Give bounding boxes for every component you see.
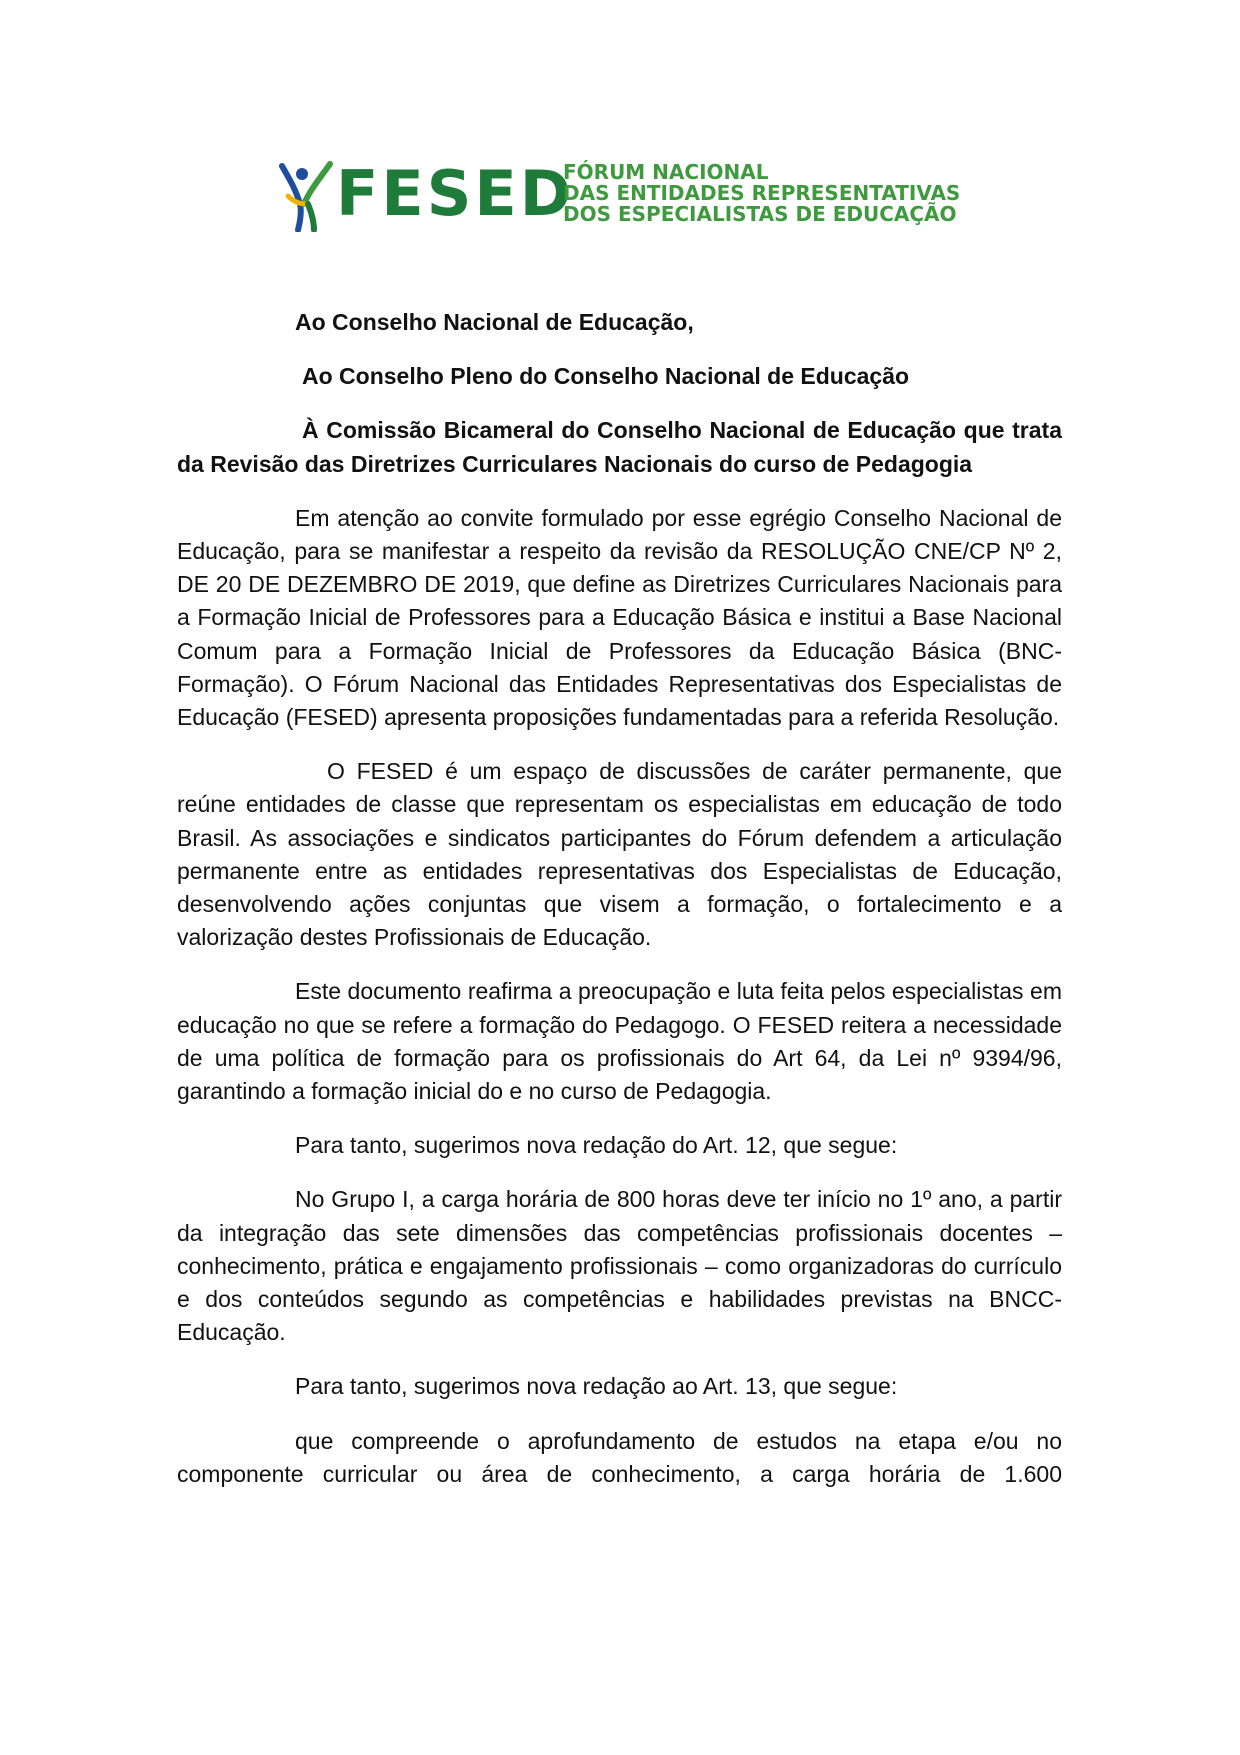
logo-subtitle bbox=[563, 162, 960, 225]
fesed-figure-icon bbox=[278, 160, 336, 232]
logo-wordmark: FESED bbox=[336, 157, 575, 230]
letter-body bbox=[177, 306, 1062, 1512]
paragraph-art12-intro: Para tanto, sugerimos nova redação do Art. 12, que segue: bbox=[295, 1132, 898, 1159]
paragraph-art13-text: que compreende o aprofundamento de estudos na etapa e/ou no componente curricular ou área de conhecimento, a carga horária de 1.600 bbox=[177, 1427, 1062, 1487]
letterhead bbox=[278, 157, 978, 236]
addressee-line-2: Ao Conselho Pleno do Conselho Nacional de Educação bbox=[302, 363, 910, 390]
paragraph-intro: Em atenção ao convite formulado por esse egrégio Conselho Nacional de Educação, para se manifestar a respeito da revisão da RESOLUÇÃO CNE/CP Nº 2, DE 20 DE DEZEMBRO DE 2019, que define as Diretrizes Curriculares Nacionais para a Formação Inicial de Professores para a Educação Básica e institui a Base Nacional Comum para a Formação Inicial de Professores da Educação Básica (BNC-Formação). O Fórum Nacional das Entidades Representativas dos Especialistas de Educação (FESED) apresenta proposições fundamentadas para a referida Resolução. bbox=[177, 504, 1062, 731]
addressee-line-1: Ao Conselho Nacional de Educação, bbox=[295, 309, 694, 335]
paragraph-reaffirm: Este documento reafirma a preocupação e luta feita pelos especialistas em educação no que se refere a formação do Pedagogo. O FESED reitera a necessidade de uma política de formação para os profissionais do Art 64, da Lei nº 9394/96, garantindo a formação inicial do e no curso de Pedagogia. bbox=[177, 978, 1062, 1105]
addressee-line-3: À Comissão Bicameral do Conselho Nacional de Educação que trata da Revisão das Diretrizes Curriculares Nacionais do curso de Pedagogia bbox=[177, 417, 1062, 477]
logo-subtitle-line-2: DAS ENTIDADES REPRESENTATIVAS bbox=[563, 181, 961, 205]
logo-subtitle-line-3: DOS ESPECIALISTAS DE EDUCAÇÃO bbox=[563, 202, 957, 226]
paragraph-art13-intro: Para tanto, sugerimos nova redação ao Art. 13, que segue: bbox=[295, 1373, 898, 1400]
paragraph-about-fesed: O FESED é um espaço de discussões de caráter permanente, que reúne entidades de classe que representam os especialistas em educação de todo Brasil. As associações e sindicatos participantes do Fórum defendem a articulação permanente entre as entidades representativas dos Especialistas de Educação, desenvolvendo ações conjuntas que visem a formação, o fortalecimento e a valorização destes Profissionais de Educação. bbox=[177, 758, 1062, 951]
logo-subtitle-line-1: FÓRUM NACIONAL bbox=[563, 160, 769, 184]
paragraph-art12-text: No Grupo I, a carga horária de 800 horas deve ter início no 1º ano, a partir da integração das sete dimensões das competências profissionais docentes – conhecimento, prática e engajamento profissionais – como organizadoras do currículo e dos conteúdos segundo as competências e habilidades previstas na BNCC-Educação. bbox=[177, 1186, 1062, 1346]
